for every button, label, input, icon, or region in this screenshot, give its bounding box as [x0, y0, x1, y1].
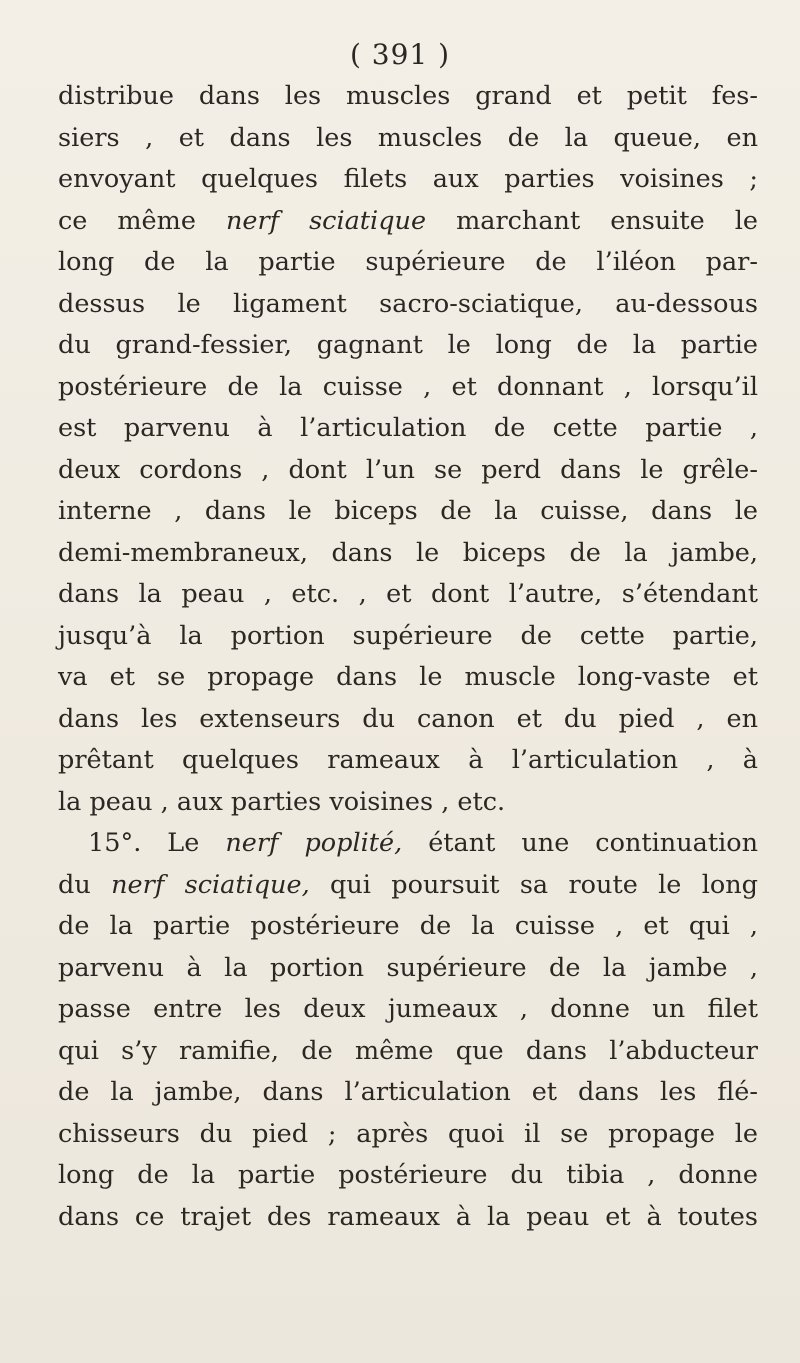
line-text: envoyant quelques filets aux parties voisines ; — [58, 164, 758, 194]
line-text: dans les extenseurs du canon et du pied , en — [58, 703, 758, 734]
text-line — [58, 1072, 758, 1114]
line-text: du grand-fessier, gagnant le long de la partie — [58, 330, 758, 360]
line-text: est parvenu à l’articulation de cette partie , — [58, 413, 758, 443]
text-line — [58, 823, 758, 865]
text-line — [58, 740, 758, 782]
text-line — [58, 989, 758, 1031]
line-text: parvenu à la portion supérieure de la jambe , — [58, 952, 758, 983]
text-line — [58, 782, 758, 824]
line-text: étant une continuation — [402, 828, 758, 858]
line-text: dans ce trajet des rameaux à la peau et à toutes — [58, 1201, 758, 1232]
text-line — [58, 201, 758, 243]
text-line — [58, 325, 758, 367]
text-line — [58, 616, 758, 658]
text-line — [58, 574, 758, 616]
text-line — [58, 450, 758, 492]
line-text: qui poursuit sa route le long — [309, 869, 758, 900]
line-text: dans la peau , etc. , et dont l’autre, s’étendant — [58, 579, 758, 609]
text-line — [58, 159, 758, 201]
text-line — [58, 1155, 758, 1197]
line-text: demi-membraneux, dans le biceps de la jambe, — [58, 537, 758, 568]
line-text: interne , dans le biceps de la cuisse, dans le — [58, 496, 758, 526]
text-line — [58, 1031, 758, 1073]
italic-term: nerf sciatique, — [111, 869, 310, 900]
body-text — [58, 76, 758, 1238]
line-text: marchant ensuite le — [426, 205, 758, 236]
text-line — [58, 491, 758, 533]
text-line — [58, 1197, 758, 1239]
line-text: de la jambe, dans l’articulation et dans les flé- — [58, 1077, 758, 1107]
text-line — [58, 242, 758, 284]
italic-term: nerf poplité, — [225, 828, 403, 858]
line-text: dessus le ligament sacro-sciatique, au-dessous — [58, 288, 758, 319]
text-line — [58, 948, 758, 990]
line-text: long de la partie postérieure du tibia , donne — [58, 1160, 758, 1190]
line-text: qui s’y ramifie, de même que dans l’abducteur — [58, 1035, 758, 1066]
text-line — [58, 367, 758, 409]
text-line — [58, 1114, 758, 1156]
line-text: siers , et dans les muscles de la queue, en — [58, 122, 758, 153]
line-text: prêtant quelques rameaux à l’articulation , à — [58, 745, 758, 775]
line-text: deux cordons , dont l’un se perd dans le grêle- — [58, 454, 758, 485]
text-line — [58, 76, 758, 118]
text-line — [58, 408, 758, 450]
line-text: de la partie postérieure de la cuisse , et qui , — [58, 911, 758, 941]
text-line — [58, 906, 758, 948]
text-line — [58, 699, 758, 741]
text-line — [58, 657, 758, 699]
line-text: du — [58, 869, 112, 900]
line-text: ce même — [58, 205, 226, 236]
page-number: ( 391 ) — [349, 38, 451, 71]
line-text: chisseurs du pied ; après quoi il se propage le — [58, 1118, 758, 1149]
line-text: distribue dans les muscles grand et petit fes- — [58, 81, 758, 111]
line-text: va et se propage dans le muscle long-vaste et — [58, 662, 758, 692]
text-line — [58, 865, 758, 907]
line-text: postérieure de la cuisse , et donnant , lorsqu’il — [58, 371, 758, 402]
line-text: passe entre les deux jumeaux , donne un filet — [58, 994, 758, 1024]
text-line — [58, 284, 758, 326]
text-line — [58, 118, 758, 160]
italic-term: nerf sciatique — [225, 205, 427, 236]
line-text: long de la partie supérieure de l’iléon par- — [58, 247, 758, 277]
line-text: jusqu’à la portion supérieure de cette partie, — [58, 620, 758, 651]
text-line — [58, 533, 758, 575]
line-text: la peau , aux parties voisines , etc. — [58, 786, 506, 817]
line-text: 15°. Le — [88, 828, 226, 858]
